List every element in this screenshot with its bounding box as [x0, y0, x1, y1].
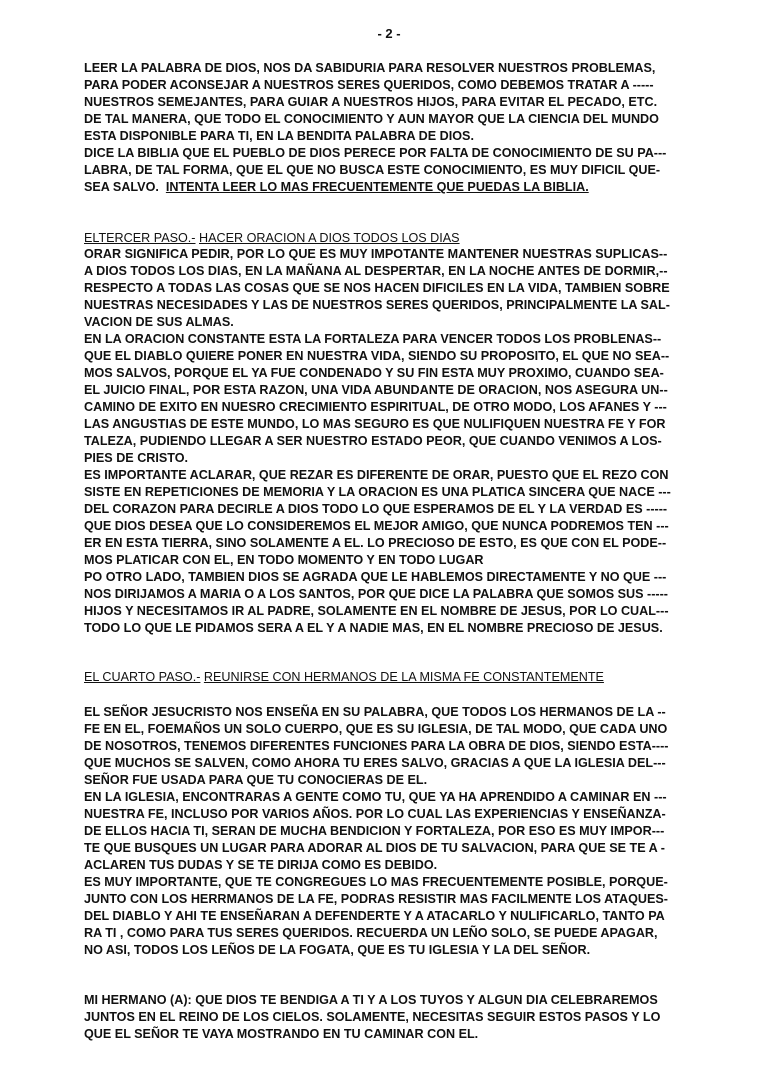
text-line: ES IMPORTANTE ACLARAR, QUE REZAR ES DIFERENTE DE ORAR, PUESTO QUE EL REZO CON	[84, 468, 669, 482]
text-line: ORAR SIGNIFICA PEDIR, POR LO QUE ES MUY IMPOTANTE MANTENER NUESTRAS SUPLICAS--	[84, 247, 668, 261]
text-line: PO OTRO LADO, TAMBIEN DIOS SE AGRADA QUE LE HABLEMOS DIRECTAMENTE Y NO QUE ---	[84, 570, 667, 584]
heading-label: EL CUARTO PASO.-	[84, 670, 201, 684]
text-line: EL JUICIO FINAL, POR ESTA RAZON, UNA VIDA ABUNDANTE DE ORACION, NOS ASEGURA UN--	[84, 383, 668, 397]
text-line: SEÑOR FUE USADA PARA QUE TU CONOCIERAS DE EL.	[84, 773, 428, 787]
text-line: QUE DIOS DESEA QUE LO CONSIDEREMOS EL MEJOR AMIGO, QUE NUNCA PODREMOS TEN ---	[84, 519, 669, 533]
text-line: ES MUY IMPORTANTE, QUE TE CONGREGUES LO MAS FRECUENTEMENTE POSIBLE, PORQUE-	[84, 875, 668, 889]
text-line: DEL CORAZON PARA DECIRLE A DIOS TODO LO QUE ESPERAMOS DE EL Y LA VERDAD ES -----	[84, 502, 668, 516]
text-line: DE TAL MANERA, QUE TODO EL CONOCIMIENTO Y AUN MAYOR QUE LA CIENCIA DEL MUNDO	[84, 112, 659, 126]
text-line: ESTA DISPONIBLE PARA TI, EN LA BENDITA PALABRA DE DIOS.	[84, 129, 474, 143]
text-line: PARA PODER ACONSEJAR A NUESTROS SERES QUERIDOS, COMO DEBEMOS TRATAR A -----	[84, 78, 654, 92]
text-line: NUESTRAS NECESIDADES Y LAS DE NUESTROS SERES QUERIDOS, PRINCIPALMENTE LA SAL-	[84, 298, 670, 312]
text-line: NOS DIRIJAMOS A MARIA O A LOS SANTOS, POR QUE DICE LA PALABRA QUE SOMOS SUS -----	[84, 587, 668, 601]
heading-title: REUNIRSE CON HERMANOS DE LA MISMA FE CONSTANTEMENTE	[203, 670, 604, 684]
text-line: NUESTROS SEMEJANTES, PARA GUIAR A NUESTROS HIJOS, PARA EVITAR EL PECADO, ETC.	[84, 95, 658, 109]
text-line: JUNTO CON LOS HERRMANOS DE LA FE, PODRAS RESISTIR MAS FACILMENTE LOS ATAQUES-	[84, 892, 669, 906]
text-line: QUE EL SEÑOR TE VAYA MOSTRANDO EN TU CAMINAR CON EL.	[84, 1027, 479, 1041]
text-line: ACLAREN TUS DUDAS Y SE TE DIRIJA COMO ES DEBIDO.	[84, 858, 438, 872]
text-line: JUNTOS EN EL REINO DE LOS CIELOS. SOLAMENTE, NECESITAS SEGUIR ESTOS PASOS Y LO	[84, 1010, 661, 1024]
text-line: QUE EL DIABLO QUIERE PONER EN NUESTRA VIDA, SIENDO SU PROPOSITO, EL QUE NO SEA--	[84, 349, 670, 363]
text-line: TALEZA, PUDIENDO LLEGAR A SER NUESTRO ESTADO PEOR, QUE CUANDO VENIMOS A LOS-	[84, 434, 662, 448]
text-line: MOS SALVOS, PORQUE EL YA FUE CONDENADO Y SU FIN ESTA MUY PROXIMO, CUANDO SEA-	[84, 366, 664, 380]
text-line: SISTE EN REPETICIONES DE MEMORIA Y LA ORACION ES UNA PLATICA SINCERA QUE NACE ---	[84, 485, 671, 499]
text-line: FE EN EL, FOEMAÑOS UN SOLO CUERPO, QUE ES SU IGLESIA, DE TAL MODO, QUE CADA UNO	[84, 722, 668, 736]
text-line: RA TI , COMO PARA TUS SERES QUERIDOS. RECUERDA UN LEÑO SOLO, SE PUEDE APAGAR,	[84, 926, 658, 940]
text-line: EL SEÑOR JESUCRISTO NOS ENSEÑA EN SU PALABRA, QUE TODOS LOS HERMANOS DE LA --	[84, 705, 666, 719]
text-line: DE NOSOTROS, TENEMOS DIFERENTES FUNCIONES PARA LA OBRA DE DIOS, SIENDO ESTA----	[84, 739, 669, 753]
heading-title: HACER ORACION A DIOS TODOS LOS DIAS	[199, 231, 460, 245]
text-line: VACION DE SUS ALMAS.	[84, 315, 234, 329]
section-heading-fourth-step	[84, 669, 739, 685]
text-line: MI HERMANO (A): QUE DIOS TE BENDIGA A TI Y A LOS TUYOS Y ALGUN DIA CELEBRAREMOS	[84, 993, 658, 1007]
text-fragment: SEA SALVO.	[84, 180, 159, 194]
text-line: ER EN ESTA TIERRA, SINO SOLAMENTE A EL. LO PRECIOSO DE ESTO, ES QUE CON EL PODE--	[84, 536, 667, 550]
text-line: LABRA, DE TAL FORMA, QUE EL QUE NO BUSCA ESTE CONOCIMIENTO, ES MUY DIFICIL QUE-	[84, 163, 661, 177]
text-line: LAS ANGUSTIAS DE ESTE MUNDO, LO MAS SEGURO ES QUE NULIFIQUEN NUESTRA FE Y FOR	[84, 417, 666, 431]
text-line: TODO LO QUE LE PIDAMOS SERA A EL Y A NADIE MAS, EN EL NOMBRE PRECIOSO DE JESUS.	[84, 621, 663, 635]
text-line: QUE MUCHOS SE SALVEN, COMO AHORA TU ERES SALVO, GRACIAS A QUE LA IGLESIA DEL---	[84, 756, 666, 770]
text-line: CAMINO DE EXITO EN NUESRO CRECIMIENTO ESPIRITUAL, DE OTRO MODO, LOS AFANES Y ---	[84, 400, 667, 414]
heading-label: ELTERCER PASO.-	[84, 231, 196, 245]
text-line: RESPECTO A TODAS LAS COSAS QUE SE NOS HACEN DIFICILES EN LA VIDA, TAMBIEN SOBRE	[84, 281, 670, 295]
section-heading-third-step	[84, 230, 739, 246]
page-number: - 2 -	[377, 26, 401, 41]
text-line: A DIOS TODOS LOS DIAS, EN LA MAÑANA AL DESPERTAR, EN LA NOCHE ANTES DE DORMIR,--	[84, 264, 668, 278]
text-line: LEER LA PALABRA DE DIOS, NOS DA SABIDURIA PARA RESOLVER NUESTROS PROBLEMAS,	[84, 61, 656, 75]
text-line: HIJOS Y NECESITAMOS IR AL PADRE, SOLAMENTE EN EL NOMBRE DE JESUS, POR LO CUAL---	[84, 604, 669, 618]
text-line: DE ELLOS HACIA TI, SERAN DE MUCHA BENDICION Y FORTALEZA, POR ESO ES MUY IMPOR---	[84, 824, 665, 838]
text-line: DEL DIABLO Y AHI TE ENSEÑARAN A DEFENDERTE Y A ATACARLO Y NULIFICARLO, TANTO PA	[84, 909, 665, 923]
text-line: NO ASI, TODOS LOS LEÑOS DE LA FOGATA, QUE ES TU IGLESIA Y LA DEL SEÑOR.	[84, 943, 591, 957]
text-line: TE QUE BUSQUES UN LUGAR PARA ADORAR AL DIOS DE TU SALVACION, PARA QUE SE TE A -	[84, 841, 665, 855]
text-line: PIES DE CRISTO.	[84, 451, 189, 465]
emphasis-underlined: INTENTA LEER LO MAS FRECUENTEMENTE QUE PUEDAS LA BIBLIA.	[165, 180, 589, 194]
text-line: EN LA IGLESIA, ENCONTRARAS A GENTE COMO TU, QUE YA HA APRENDIDO A CAMINAR EN ---	[84, 790, 667, 804]
text-line: MOS PLATICAR CON EL, EN TODO MOMENTO Y EN TODO LUGAR	[84, 553, 484, 567]
text-line: DICE LA BIBLIA QUE EL PUEBLO DE DIOS PERECE POR FALTA DE CONOCIMIENTO DE SU PA---	[84, 146, 667, 160]
text-line: EN LA ORACION CONSTANTE ESTA LA FORTALEZA PARA VENCER TODOS LOS PROBLENAS--	[84, 332, 662, 346]
text-line	[84, 179, 739, 195]
text-line: NUESTRA FE, INCLUSO POR VARIOS AÑOS. POR LO CUAL LAS EXPERIENCIAS Y ENSEÑANZA-	[84, 807, 666, 821]
